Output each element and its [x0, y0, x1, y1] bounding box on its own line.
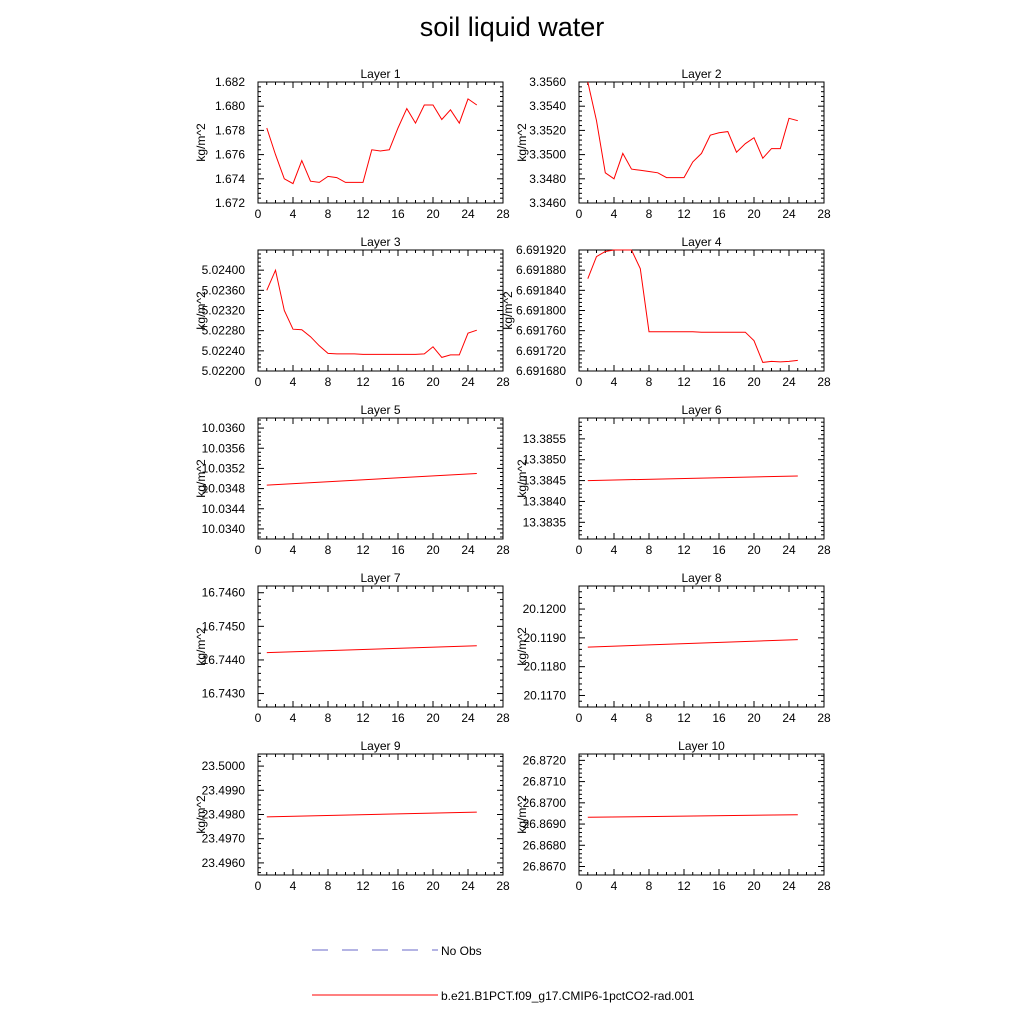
x-tick-label: 12 [677, 543, 691, 557]
y-tick-label: 26.8720 [522, 753, 566, 768]
y-tick-label: 6.691920 [515, 243, 566, 257]
x-tick-label: 16 [712, 207, 726, 221]
y-tick-label: 10.0360 [201, 421, 245, 436]
chart-panel-layer-10 [515, 739, 831, 893]
x-tick-label: 12 [356, 375, 370, 389]
x-tick-label: 8 [324, 375, 332, 389]
x-tick-label: 16 [391, 711, 405, 725]
y-tick-label: 10.0340 [201, 521, 245, 536]
x-tick-label: 20 [747, 543, 761, 557]
series-line [588, 250, 798, 362]
y-tick-label: 10.0352 [201, 461, 245, 476]
y-tick-label: 13.3835 [522, 515, 566, 530]
y-tick-label: 16.7450 [201, 619, 245, 634]
y-tick-label: 10.0356 [201, 441, 245, 456]
series-line [588, 815, 798, 818]
y-axis-label: kg/m^2 [515, 795, 529, 834]
y-tick-label: 20.1190 [523, 630, 566, 645]
panel-title: Layer 3 [360, 235, 401, 249]
x-tick-label: 4 [610, 543, 618, 557]
series-line [267, 812, 477, 817]
x-tick-label: 20 [426, 207, 440, 221]
legend-model-label: b.e21.B1PCT.f09_g17.CMIP6-1pctCO2-rad.001 [441, 989, 695, 1003]
series-line [588, 476, 798, 481]
x-tick-label: 28 [817, 543, 831, 557]
y-axis-label: kg/m^2 [194, 291, 208, 330]
x-tick-label: 4 [289, 711, 297, 725]
y-tick-label: 6.691840 [515, 283, 566, 298]
y-tick-label: 23.4970 [201, 831, 245, 846]
y-tick-label: 26.8680 [522, 838, 566, 853]
y-axis-label: kg/m^2 [194, 459, 208, 498]
y-tick-label: 13.3845 [522, 473, 566, 488]
y-tick-label: 13.3855 [522, 431, 566, 446]
y-tick-label: 23.4990 [201, 783, 245, 798]
x-tick-label: 12 [677, 879, 691, 893]
series-line [267, 270, 477, 357]
x-tick-label: 0 [575, 543, 583, 557]
x-tick-label: 0 [575, 207, 583, 221]
x-tick-label: 24 [461, 375, 475, 389]
y-tick-label: 6.691800 [515, 303, 566, 318]
x-tick-label: 4 [289, 207, 297, 221]
y-axis-label: kg/m^2 [194, 795, 208, 834]
y-tick-label: 5.02320 [201, 303, 245, 318]
x-tick-label: 20 [426, 711, 440, 725]
y-tick-label: 13.3840 [522, 494, 566, 509]
x-tick-label: 20 [747, 375, 761, 389]
x-tick-label: 16 [391, 543, 405, 557]
y-tick-label: 3.3540 [529, 99, 566, 114]
plot-frame [579, 82, 824, 203]
panel-title: Layer 10 [678, 739, 725, 753]
x-tick-label: 20 [426, 543, 440, 557]
chart-panel-layer-4 [501, 235, 831, 389]
x-tick-label: 24 [461, 879, 475, 893]
legend-obs-label: No Obs [441, 944, 482, 958]
y-tick-label: 13.3850 [522, 452, 566, 467]
x-tick-label: 8 [645, 375, 653, 389]
x-tick-label: 20 [747, 879, 761, 893]
x-tick-label: 0 [254, 879, 262, 893]
y-tick-label: 3.3560 [529, 75, 566, 89]
x-tick-label: 8 [324, 879, 332, 893]
x-tick-label: 8 [324, 543, 332, 557]
y-tick-label: 5.02400 [201, 263, 245, 278]
series-line [267, 99, 477, 184]
x-tick-label: 8 [645, 207, 653, 221]
x-tick-label: 12 [356, 207, 370, 221]
x-tick-label: 20 [747, 711, 761, 725]
y-tick-label: 16.7430 [201, 686, 245, 701]
x-tick-label: 4 [289, 879, 297, 893]
x-tick-label: 12 [677, 207, 691, 221]
x-tick-label: 16 [391, 207, 405, 221]
series-line [267, 646, 477, 653]
y-tick-label: 1.680 [214, 99, 245, 114]
y-tick-label: 26.8710 [522, 774, 566, 789]
y-tick-label: 6.691880 [515, 263, 566, 278]
panel-title: Layer 7 [360, 571, 401, 585]
y-axis-label: kg/m^2 [501, 291, 515, 330]
x-tick-label: 0 [575, 879, 583, 893]
x-tick-label: 16 [712, 543, 726, 557]
x-tick-label: 4 [289, 375, 297, 389]
y-tick-label: 26.8670 [522, 859, 566, 874]
chart-panels [194, 67, 831, 893]
chart-panel-layer-9 [194, 739, 510, 893]
y-tick-label: 26.8690 [522, 817, 566, 832]
plot-frame [258, 82, 503, 203]
y-tick-label: 23.5000 [201, 759, 245, 774]
panel-title: Layer 9 [360, 739, 401, 753]
x-tick-label: 28 [817, 207, 831, 221]
series-line [588, 82, 798, 179]
y-tick-label: 1.674 [214, 171, 245, 186]
x-tick-label: 0 [254, 207, 262, 221]
series-line [267, 474, 477, 486]
x-tick-label: 28 [496, 879, 510, 893]
y-tick-label: 6.691680 [515, 364, 566, 378]
figure-title: soil liquid water [419, 12, 605, 42]
chart-panel-layer-6 [515, 403, 831, 557]
y-tick-label: 5.02360 [201, 283, 245, 298]
x-tick-label: 8 [645, 543, 653, 557]
panel-title: Layer 6 [681, 403, 722, 417]
x-tick-label: 20 [426, 375, 440, 389]
chart-panel-layer-7 [194, 571, 510, 725]
x-tick-label: 0 [575, 375, 583, 389]
y-tick-label: 23.4960 [201, 855, 245, 870]
series-line [588, 640, 798, 648]
x-tick-label: 24 [461, 711, 475, 725]
x-tick-label: 4 [610, 711, 618, 725]
x-tick-label: 0 [254, 375, 262, 389]
y-tick-label: 3.3480 [529, 171, 566, 186]
x-tick-label: 12 [677, 375, 691, 389]
y-tick-label: 20.1200 [522, 602, 566, 617]
y-tick-label: 20.1170 [523, 688, 566, 703]
x-tick-label: 4 [610, 207, 618, 221]
x-tick-label: 24 [461, 207, 475, 221]
x-tick-label: 24 [461, 543, 475, 557]
y-tick-label: 10.0348 [201, 481, 245, 496]
y-tick-label: 16.7440 [201, 652, 245, 667]
x-tick-label: 24 [782, 543, 796, 557]
y-axis-label: kg/m^2 [515, 123, 529, 162]
y-tick-label: 1.672 [214, 196, 245, 210]
plot-frame [579, 250, 824, 371]
y-tick-label: 3.3520 [529, 123, 566, 138]
panel-title: Layer 4 [681, 235, 722, 249]
x-tick-label: 20 [747, 207, 761, 221]
y-tick-label: 20.1180 [523, 659, 566, 674]
x-tick-label: 24 [782, 207, 796, 221]
chart-panel-layer-5 [194, 403, 510, 557]
x-tick-label: 16 [712, 375, 726, 389]
y-tick-label: 5.02240 [201, 343, 245, 358]
panel-title: Layer 5 [360, 403, 401, 417]
y-axis-label: kg/m^2 [194, 123, 208, 162]
x-tick-label: 0 [254, 543, 262, 557]
y-tick-label: 5.02280 [201, 323, 245, 338]
x-tick-label: 0 [575, 711, 583, 725]
y-tick-label: 1.678 [214, 123, 245, 138]
x-tick-label: 4 [610, 375, 618, 389]
x-tick-label: 12 [356, 711, 370, 725]
x-tick-label: 12 [356, 543, 370, 557]
x-tick-label: 28 [817, 879, 831, 893]
chart-panel-layer-1 [194, 67, 510, 221]
x-tick-label: 12 [677, 711, 691, 725]
x-tick-label: 24 [782, 879, 796, 893]
x-tick-label: 28 [496, 375, 510, 389]
x-tick-label: 24 [782, 375, 796, 389]
y-tick-label: 3.3460 [529, 196, 566, 210]
x-tick-label: 4 [610, 879, 618, 893]
x-tick-label: 16 [712, 879, 726, 893]
y-axis-label: kg/m^2 [515, 459, 529, 498]
x-tick-label: 8 [324, 207, 332, 221]
x-tick-label: 0 [254, 711, 262, 725]
y-tick-label: 5.02200 [201, 364, 245, 378]
x-tick-label: 8 [645, 879, 653, 893]
x-tick-label: 28 [817, 375, 831, 389]
x-tick-label: 16 [391, 375, 405, 389]
y-tick-label: 16.7460 [201, 585, 245, 600]
y-tick-label: 10.0344 [201, 501, 245, 516]
x-tick-label: 28 [496, 711, 510, 725]
plot-frame [258, 250, 503, 371]
y-tick-label: 1.676 [214, 147, 245, 162]
y-tick-label: 6.691760 [515, 323, 566, 338]
legend [312, 944, 695, 1003]
x-tick-label: 16 [391, 879, 405, 893]
y-axis-label: kg/m^2 [515, 627, 529, 666]
x-tick-label: 28 [817, 711, 831, 725]
panel-title: Layer 8 [681, 571, 722, 585]
panel-title: Layer 1 [360, 67, 401, 81]
y-tick-label: 1.682 [214, 75, 245, 89]
y-axis-label: kg/m^2 [194, 627, 208, 666]
x-tick-label: 12 [356, 879, 370, 893]
x-tick-label: 20 [426, 879, 440, 893]
x-tick-label: 8 [645, 711, 653, 725]
y-tick-label: 6.691720 [515, 343, 566, 358]
chart-panel-layer-2 [515, 67, 831, 221]
x-tick-label: 4 [289, 543, 297, 557]
y-tick-label: 26.8700 [522, 795, 566, 810]
y-tick-label: 3.3500 [529, 147, 566, 162]
y-tick-label: 23.4980 [201, 807, 245, 822]
x-tick-label: 28 [496, 543, 510, 557]
x-tick-label: 24 [782, 711, 796, 725]
x-tick-label: 16 [712, 711, 726, 725]
chart-panel-layer-8 [515, 571, 831, 725]
x-tick-label: 28 [496, 207, 510, 221]
chart-panel-layer-3 [194, 235, 510, 389]
x-tick-label: 8 [324, 711, 332, 725]
panel-title: Layer 2 [681, 67, 722, 81]
